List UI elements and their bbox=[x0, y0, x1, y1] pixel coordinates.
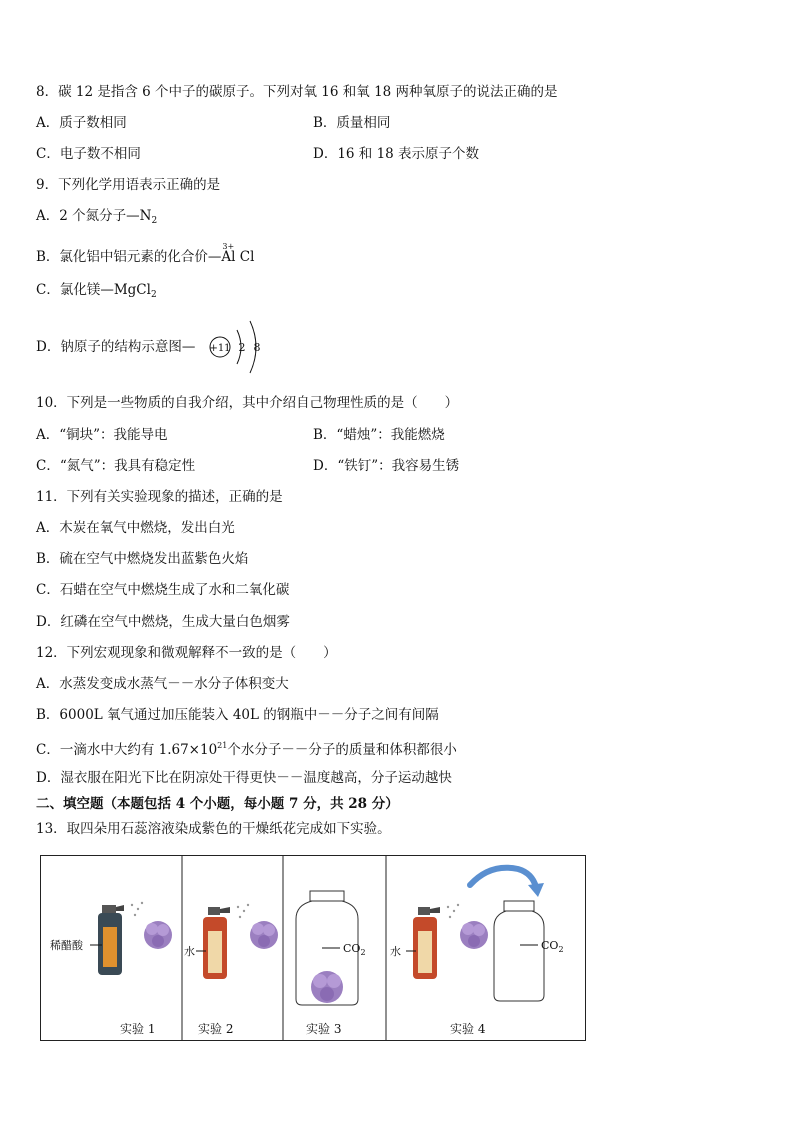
sodium-nucleus-label: +11 bbox=[209, 343, 231, 354]
flower-icon-1 bbox=[144, 921, 172, 949]
flower-icon-3 bbox=[311, 971, 343, 1003]
section-heading: 二、填空题（本题包括 4 个小题，每小题 7 分，共 28 分） bbox=[36, 796, 399, 812]
flower-icon-2 bbox=[250, 921, 278, 949]
label-co2-4-main: CO bbox=[541, 939, 559, 952]
label-acid: 稀醋酸 bbox=[50, 939, 83, 952]
q10-option-b: B．“蜡烛”：我能燃烧 bbox=[313, 427, 445, 443]
q11-option-c: C．石蜡在空气中燃烧生成了水和二氧化碳 bbox=[36, 582, 290, 598]
q9-option-c-sub: 2 bbox=[150, 290, 157, 300]
q10-stem: 10．下列是一些物质的自我介绍，其中介绍自己物理性质的是（ ） bbox=[36, 395, 459, 411]
q9-option-b-cl: Cl bbox=[239, 249, 255, 265]
q8-stem: 8．碳 12 是指含 6 个中子的碳原子。下列对氧 16 和氧 18 两种氧原子的说法正确的是 bbox=[36, 84, 558, 100]
q9-stem: 9．下列化学用语表示正确的是 bbox=[36, 177, 221, 193]
q9-option-b-charge: 3+ bbox=[222, 242, 235, 251]
q8-option-c: C．电子数不相同 bbox=[36, 146, 141, 162]
q9-option-d bbox=[36, 338, 195, 356]
q12-option-a: A．水蒸发变成水蒸气－－水分子体积变大 bbox=[36, 676, 289, 692]
q9-option-b-formula bbox=[221, 242, 236, 266]
label-co2-3-main: CO bbox=[343, 942, 361, 955]
spray-bottle-icon-1 bbox=[98, 905, 124, 975]
q9-option-c-text: C．氯化镁—MgCl bbox=[36, 282, 151, 298]
q9-option-c bbox=[36, 281, 157, 304]
q12-option-b: B．6000L 氧气通过加压能装入 40L 的钢瓶中－－分子之间有间隔 bbox=[36, 707, 439, 723]
label-co2-3-sub: 2 bbox=[360, 948, 366, 957]
label-water-4: 水 bbox=[390, 945, 401, 958]
experiment-2-label: 实验 2 bbox=[198, 1022, 234, 1036]
q12-option-c-post: 个水分子－－分子的质量和体积都很小 bbox=[227, 742, 457, 758]
q12-option-c-pre: C．一滴水中大约有 1.67×10 bbox=[36, 742, 218, 758]
q11-option-a: A．木炭在氧气中燃烧，发出白光 bbox=[36, 520, 235, 536]
gas-jar-icon-4 bbox=[494, 901, 544, 1001]
sodium-shell2-label: 8 bbox=[253, 341, 261, 354]
label-water-2: 水 bbox=[184, 945, 195, 958]
q10-option-a: A．“铜块”：我能导电 bbox=[36, 427, 168, 443]
q11-stem: 11．下列有关实验现象的描述，正确的是 bbox=[36, 489, 283, 505]
sodium-shell1-label: 2 bbox=[238, 341, 246, 354]
q9-option-b bbox=[36, 242, 255, 266]
experiment-4-label: 实验 4 bbox=[450, 1022, 486, 1036]
q13-stem: 13．取四朵用石蕊溶液染成紫色的干燥纸花完成如下实验。 bbox=[36, 821, 391, 837]
q9-option-d-text: D．钠原子的结构示意图— bbox=[36, 339, 196, 355]
q8-option-b: B．质量相同 bbox=[313, 115, 391, 131]
q12-option-d: D．湿衣服在阳光下比在阴凉处干得更快－－温度越高，分子运动越快 bbox=[36, 770, 452, 786]
experiment-1-label: 实验 1 bbox=[120, 1022, 156, 1036]
q12-option-c bbox=[36, 737, 457, 759]
q10-option-d: D．“铁钉”：我容易生锈 bbox=[313, 458, 460, 474]
q8-option-a: A．质子数相同 bbox=[36, 115, 127, 131]
sodium-atom-diagram bbox=[204, 318, 274, 376]
q12-stem: 12．下列宏观现象和微观解释不一致的是（ ） bbox=[36, 645, 337, 661]
q8-option-d: D．16 和 18 表示原子个数 bbox=[313, 146, 480, 162]
q9-option-b-al: Al bbox=[221, 249, 236, 265]
q9-option-b-text: B．氯化铝中铝元素的化合价— bbox=[36, 249, 222, 265]
q11-option-d: D．红磷在空气中燃烧，生成大量白色烟雾 bbox=[36, 614, 290, 630]
q9-option-a-sub: 2 bbox=[151, 216, 158, 226]
label-co2-4-sub: 2 bbox=[558, 945, 564, 954]
experiment-3-label: 实验 3 bbox=[306, 1022, 342, 1036]
q10-option-c: C．“氮气”：我具有稳定性 bbox=[36, 458, 196, 474]
q9-option-a bbox=[36, 207, 157, 230]
flower-icon-4 bbox=[460, 921, 488, 949]
q9-option-a-text: A．2 个氮分子—N bbox=[36, 208, 152, 224]
q11-option-b: B．硫在空气中燃烧发出蓝紫色火焰 bbox=[36, 551, 249, 567]
q12-option-c-sup: 21 bbox=[217, 741, 228, 750]
experiment-figure bbox=[40, 855, 586, 1041]
